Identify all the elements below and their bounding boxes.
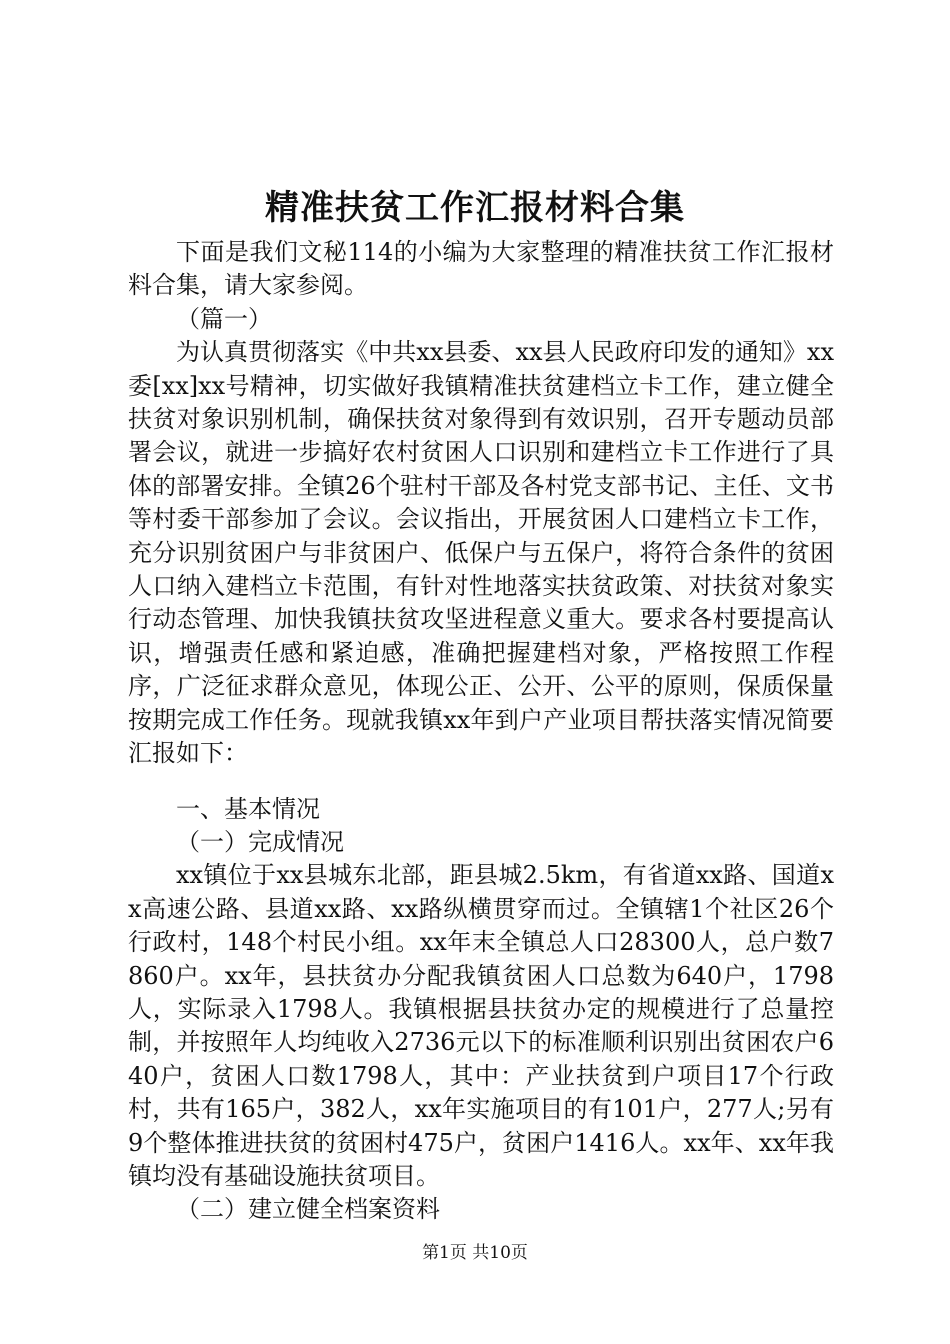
document-body	[128, 236, 834, 1227]
document-title: 精准扶贫工作汇报材料合集	[265, 188, 685, 228]
body-paragraph-1: 为认真贯彻落实《中共xx县委、xx县人民政府印发的通知》xx委[xx]xx号精神，切实做好我镇精准扶贫建档立卡工作，建立健全扶贫对象识别机制，确保扶贫对象得到有效识别，召开专题动员部署会议，就进一步搞好农村贫困人口识别和建档立卡工作进行了具体的部署安排。全镇26个驻村干部及各村党支部书记、主任、文书等村委干部参加了会议。会议指出，开展贫困人口建档立卡工作，充分识别贫困户与非贫困户、低保户与五保户，将符合条件的贫困人口纳入建档立卡范围，有针对性地落实扶贫政策、对扶贫对象实行动态管理、加快我镇扶贫攻坚进程意义重大。要求各村要提高认识，增强责任感和紧迫感，准确把握建档对象，严格按照工作程序，广泛征求群众意见，体现公正、公开、公平的原则，保质保量按期完成工作任务。现就我镇xx年到户产业项目帮扶落实情况简要汇报如下：	[128, 338, 834, 768]
body-paragraph-2: xx镇位于xx县城东北部，距县城2.5km，有省道xx路、国道xx高速公路、县道xx路、xx路纵横贯穿而过。全镇辖1个社区26个行政村，148个村民小组。xx年末全镇总人口28300人，总户数7860户。xx年，县扶贫办分配我镇贫困人口总数为640户，1798人，实际录入1798人。我镇根据县扶贫办定的规模进行了总量控制，并按照年人均纯收入2736元以下的标准顺利识别出贫困农户640户，贫困人口数1798人，其中：产业扶贫到户项目17个行政村，共有165户，382人，xx年实施项目的有101户，277人;另有9个整体推进扶贫的贫困村475户，贫困户1416人。xx年、xx年我镇均没有基础设施扶贫项目。	[128, 861, 834, 1190]
part-label: （篇一）	[176, 304, 272, 333]
subsection-heading-2: （二）建立健全档案资料	[176, 1195, 440, 1224]
page-footer: 第1页 共10页	[422, 1243, 528, 1263]
intro-paragraph: 下面是我们文秘114的小编为大家整理的精准扶贫工作汇报材料合集，请大家参阅。	[128, 238, 834, 300]
subsection-heading-1: （一）完成情况	[176, 827, 344, 856]
section-heading-1: 一、基本情况	[176, 794, 320, 823]
